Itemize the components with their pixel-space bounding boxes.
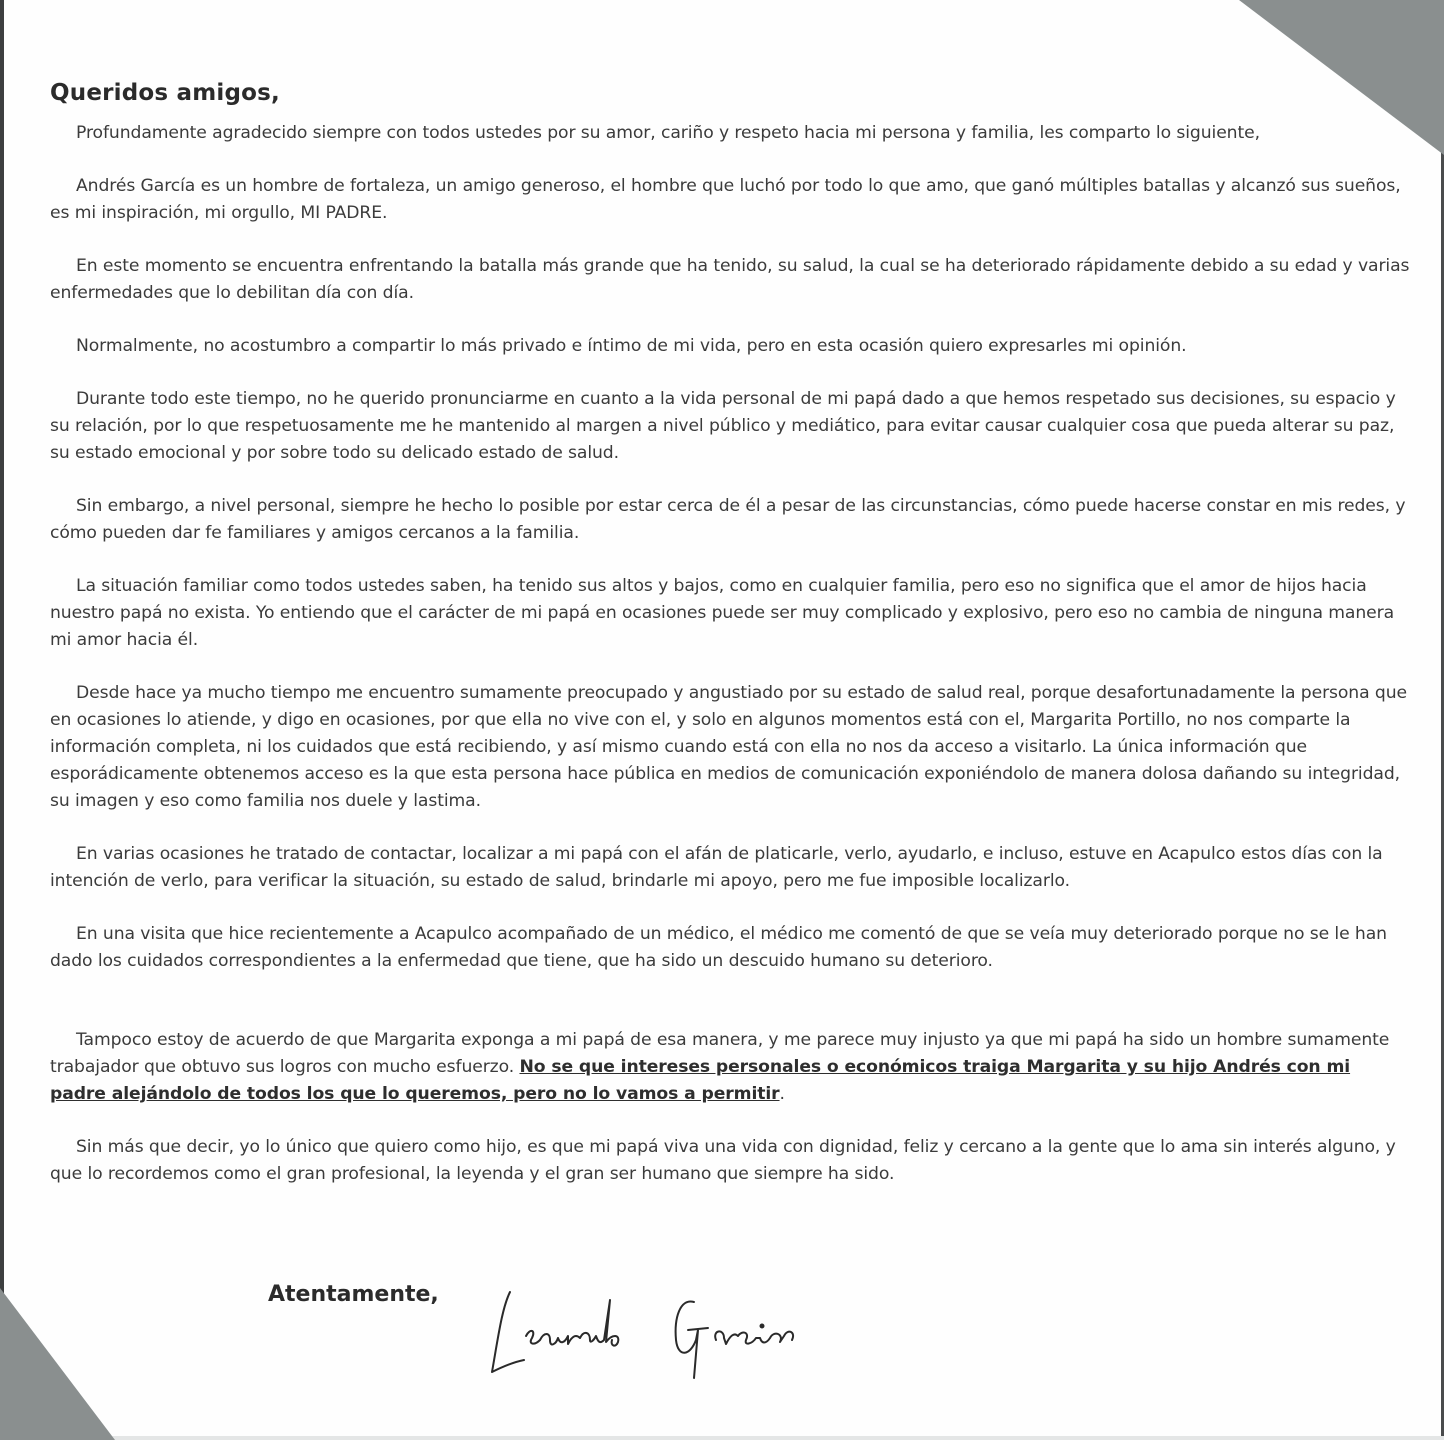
paragraph-11-text: Tampoco estoy de acuerdo de que Margarita exponga a mi papá de esa manera, y me parece muy injusto ya que mi papá ha sido un hombre sumamente trabajador que obtuvo sus logros con mucho esfuerzo.	[50, 1030, 1390, 1077]
paragraph-5: Durante todo este tiempo, no he querido pronunciarme en cuanto a la vida personal de mi papá dado a que hemos respetado sus decisiones, su espacio y su relación, por lo que respetuosamente me he mantenido al margen a nivel público y mediático, para evitar causar cualquier cosa que pueda alterar su paz, su estado emocional y por sobre todo su delicado estado de salud.	[50, 389, 1396, 463]
paragraph-6: Sin embargo, a nivel personal, siempre he hecho lo posible por estar cerca de él a pesar de las circunstancias, cómo puede hacerse constar en mis redes, y cómo pueden dar fe familiares y amigos cercanos a la familia.	[50, 496, 1406, 543]
paragraph-3: En este momento se encuentra enfrentando la batalla más grande que ha tenido, su salud, la cual se ha deteriorado rápidamente debido a su edad y varias enfermedades que lo debilitan día con día.	[50, 256, 1410, 303]
paragraph-10: En una visita que hice recientemente a Acapulco acompañado de un médico, el médico me comentó de que se veía muy deteriorado porque no se le han dado los cuidados correspondientes a la enfermedad que tiene, que ha sido un descuido humano su deterioro.	[50, 924, 1387, 971]
paragraph-9: En varias ocasiones he tratado de contactar, localizar a mi papá con el afán de platicarle, verlo, ayudarlo, e incluso, estuve en Acapulco estos días con la intención de verlo, para verificar la situación, su estado de salud, brindarle mi apoyo, pero me fue imposible localizarlo.	[50, 844, 1383, 891]
paragraph-8: Desde hace ya mucho tiempo me encuentro sumamente preocupado y angustiado por su estado de salud real, porque desafortunadamente la persona que en ocasiones lo atiende, y digo en ocasiones, por que ella no vive con el, y solo en algunos momentos está con el, Margarita Portillo, no nos comparte la información completa, ni los cuidados que está recibiendo, y así mismo cuando está con ella no nos da acceso a visitarlo. La única información que esporádicamente obtenemos acceso es la que esta persona hace pública en medios de comunicación exponiéndolo de manera dolosa dañando su integridad, su imagen y eso como familia nos duele y lastima.	[50, 683, 1407, 811]
corner-triangle-bottom-left	[0, 1288, 115, 1440]
paragraph-11-tail: .	[779, 1084, 785, 1104]
bottom-border	[0, 1436, 1444, 1440]
paragraph-4: Normalmente, no acostumbro a compartir lo más privado e íntimo de mi vida, pero en esta ocasión quiero expresarles mi opinión.	[76, 336, 1187, 356]
letter-body	[50, 80, 1410, 1214]
paragraph-11	[50, 1027, 1410, 1108]
paragraph-7: La situación familiar como todos ustedes saben, ha tenido sus altos y bajos, como en cualquier familia, pero eso no significa que el amor de hijos hacia nuestro papá no exista. Yo entiendo que el carácter de mi papá en ocasiones puede ser muy complicado y explosivo, pero eso no cambia de ninguna manera mi amor hacia él.	[50, 576, 1395, 650]
signature-leonardo-garcia	[480, 1278, 840, 1388]
closing: Atentamente,	[268, 1282, 439, 1307]
paragraph-12: Sin más que decir, yo lo único que quiero como hijo, es que mi papá viva una vida con dignidad, feliz y cercano a la gente que lo ama sin interés alguno, y que lo recordemos como el gran profesional, la leyenda y el gran ser humano que siempre ha sido.	[50, 1137, 1396, 1184]
greeting: Queridos amigos,	[50, 80, 280, 106]
paragraph-2: Andrés García es un hombre de fortaleza, un amigo generoso, el hombre que luchó por todo lo que amo, que ganó múltiples batallas y alcanzó sus sueños, es mi inspiración, mi orgullo, MI PADRE.	[50, 176, 1401, 223]
paragraph-1: Profundamente agradecido siempre con todos ustedes por su amor, cariño y respeto hacia mi persona y familia, les comparto lo siguiente,	[76, 123, 1260, 143]
emphasized-statement: No se que intereses personales o económicos traiga Margarita y su hijo Andrés con mi padre alejándolo de todos los que lo queremos, pero no lo vamos a permitir	[50, 1057, 1351, 1104]
left-border	[0, 0, 4, 1440]
